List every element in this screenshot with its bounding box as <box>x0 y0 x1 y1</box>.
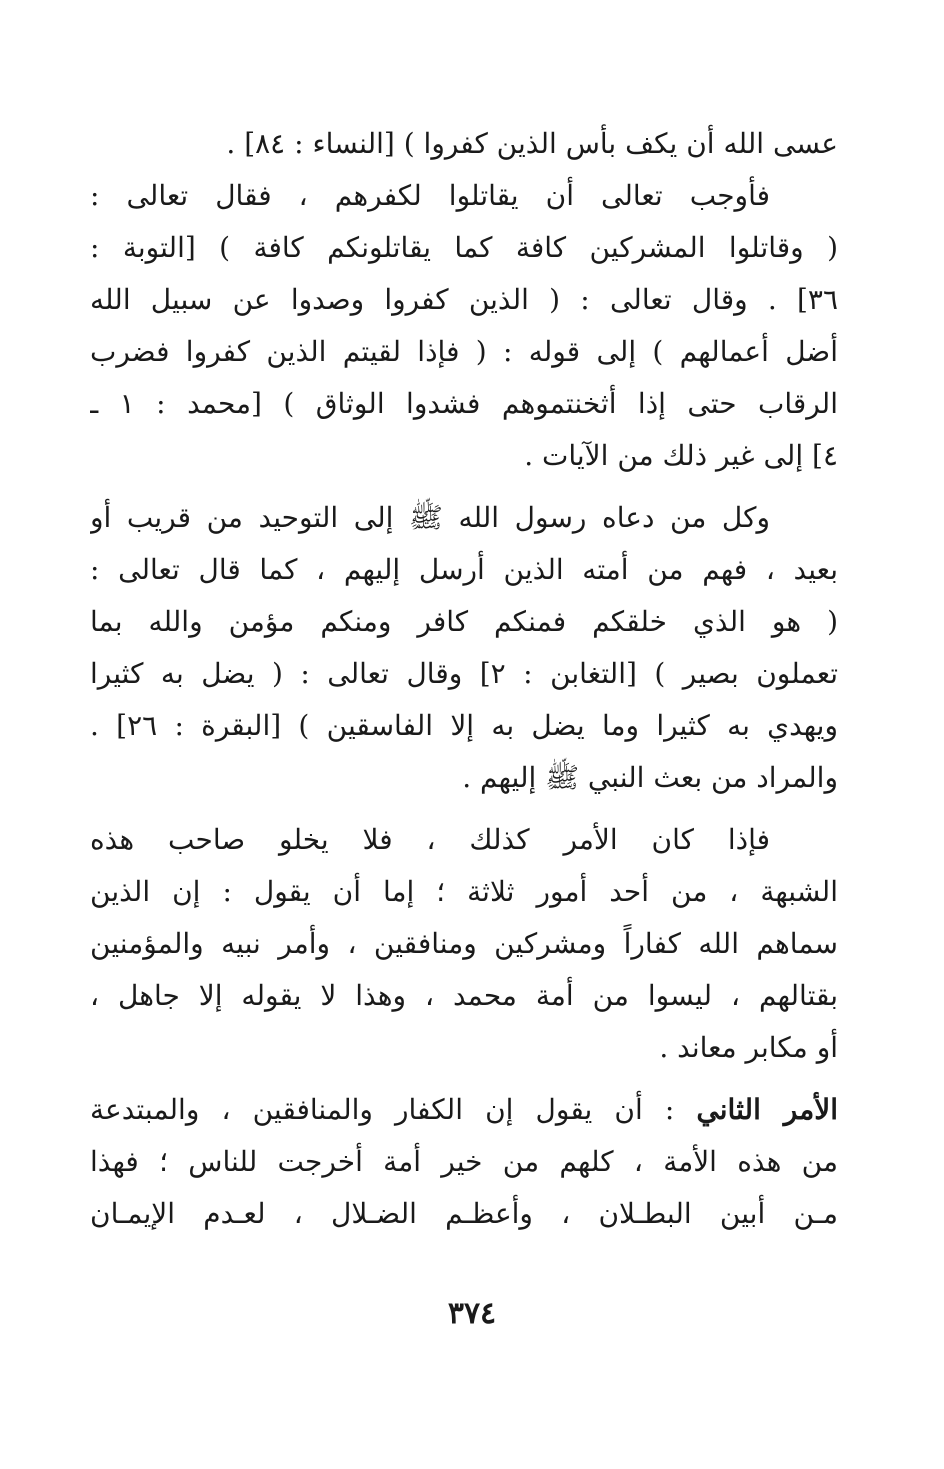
text-line: أضل أعمالهم ) إلى قوله : ( فإذا لقيتم الذين كفروا فضرب <box>90 335 838 368</box>
section-heading: الأمر الثاني <box>696 1093 838 1126</box>
text-line: عسى الله أن يكف بأس الذين كفروا ) [النساء : ٨٤] . <box>226 127 838 160</box>
text-line <box>90 1084 838 1136</box>
paragraph-2 <box>90 492 838 804</box>
text-line: وكل من دعاه رسول الله ﷺ إلى التوحيد من قريب أو <box>90 501 770 534</box>
text-line: ( وقاتلوا المشركين كافة كما يقاتلونكم كافة ) [التوبة : <box>90 231 838 264</box>
text-line: ويهدي به كثيرا وما يضل به إلا الفاسقين ) [البقرة : ٢٦] . <box>90 709 838 742</box>
heading-continuation: : أن يقول إن الكفار والمنافقين ، والمبتدعة <box>90 1093 697 1126</box>
text-line: ( هو الذي خلقكم فمنكم كافر ومنكم مؤمن والله بما <box>90 605 838 638</box>
paragraph-4 <box>90 1084 838 1240</box>
text-line: فإذا كان الأمر كذلك ، فلا يخلو صاحب هذه <box>90 823 770 856</box>
text-line: الرقاب حتى إذا أثخنتموهم فشدوا الوثاق ) [محمد : ١ ـ <box>90 387 838 420</box>
paragraph-1 <box>90 118 838 482</box>
text-line: الشبهة ، من أحد أمور ثلاثة ؛ إما أن يقول : إن الذين <box>90 875 838 908</box>
text-line: والمراد من بعث النبي ﷺ إليهم . <box>462 761 838 794</box>
text-line: سماهم الله كفاراً ومشركين ومنافقين ، وأمر نبيه والمؤمنين <box>90 927 838 960</box>
text-line: بعيد ، فهم من أمته الذين أرسل إليهم ، كما قال تعالى : <box>90 553 838 586</box>
text-line: من هذه الأمة ، كلهم من خير أمة أخرجت للناس ؛ فهذا <box>90 1145 838 1178</box>
text-line: بقتالهم ، ليسوا من أمة محمد ، وهذا لا يقوله إلا جاهل ، <box>90 979 838 1012</box>
text-line: ٤] إلى غير ذلك من الآيات . <box>524 439 838 472</box>
text-line: أو مكابر معاند . <box>659 1031 838 1064</box>
text-line: تعملون بصير ) [التغابن : ٢] وقال تعالى : ( يضل به كثيرا <box>90 657 838 690</box>
text-line: مـن أبين البطـلان ، وأعظـم الضـلال ، لعـدم الإيمـان <box>90 1197 838 1230</box>
text-line: ٣٦] . وقال تعالى : ( الذين كفروا وصدوا عن سبيل الله <box>90 283 838 316</box>
page-number: ٣٧٤ <box>447 1296 497 1331</box>
body-text <box>90 118 838 1250</box>
paragraph-3 <box>90 814 838 1074</box>
text-line: فأوجب تعالى أن يقاتلوا لكفرهم ، فقال تعالى : <box>90 179 770 212</box>
